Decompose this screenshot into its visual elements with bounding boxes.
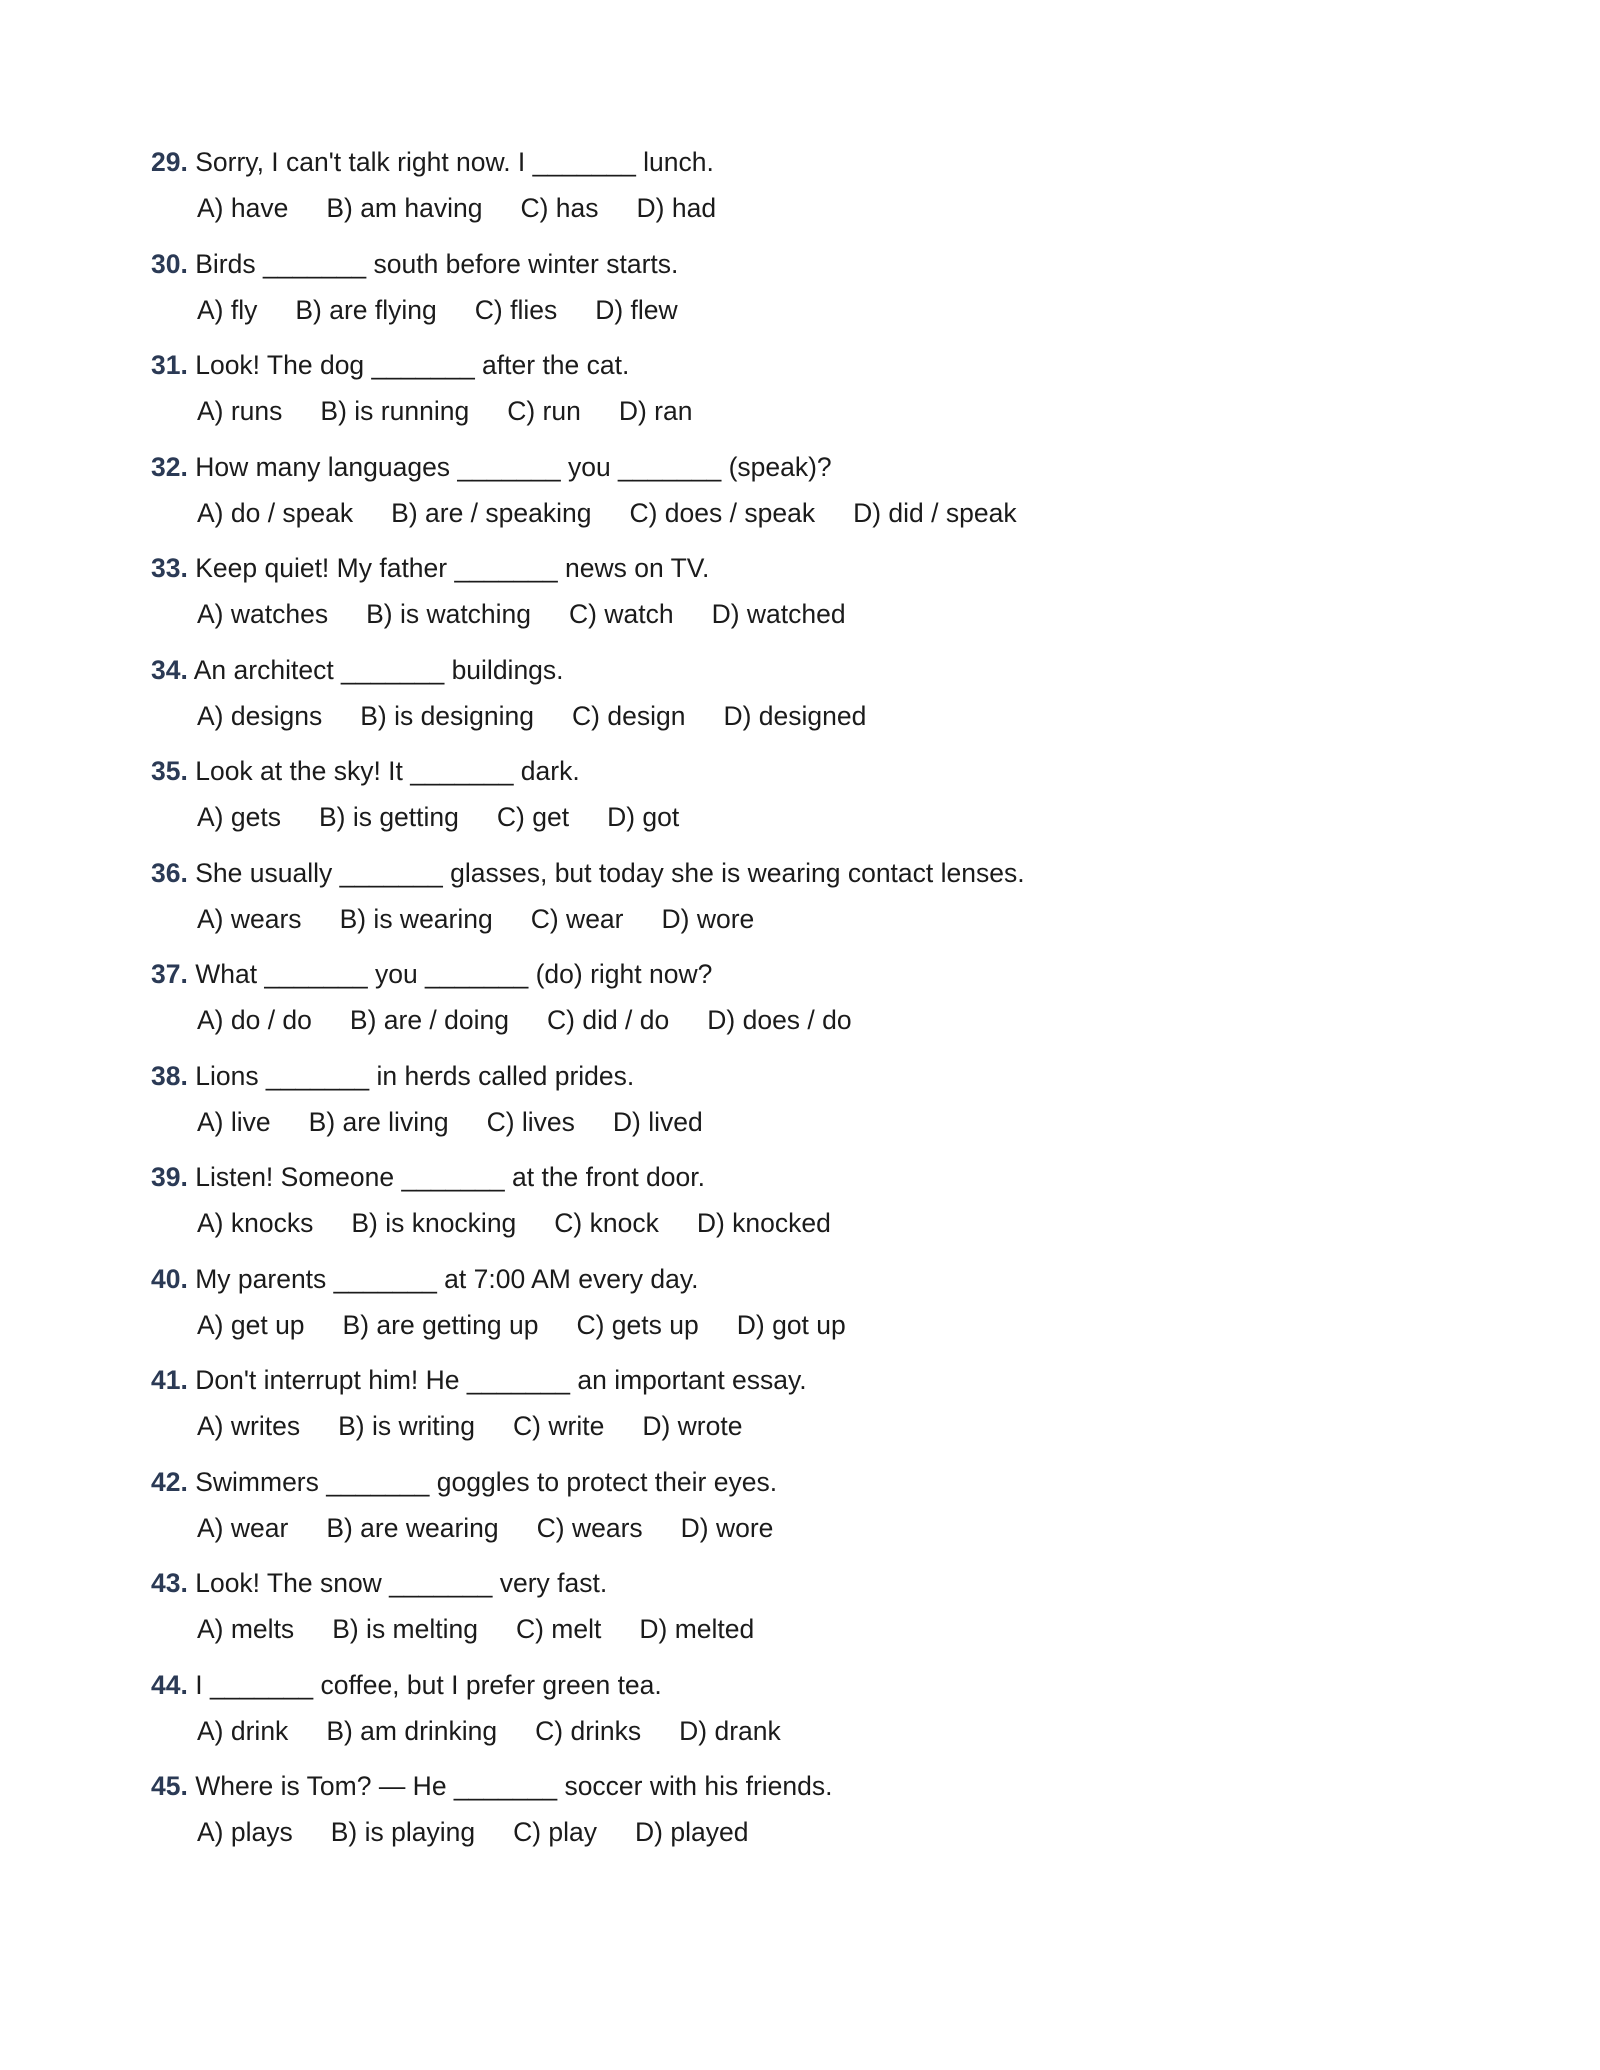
answer-option: A) runs <box>197 396 283 426</box>
question-item <box>151 753 1451 855</box>
answer-options <box>197 596 884 632</box>
question-line <box>151 1159 705 1195</box>
question-number: 33. <box>151 553 188 583</box>
question-text: Sorry, I can't talk right now. I _______ lunch. <box>195 147 714 177</box>
question-text: An architect _______ buildings. <box>193 654 564 685</box>
question-item <box>151 449 1451 551</box>
answer-option: B) are getting up <box>342 1309 539 1340</box>
answer-option: D) drank <box>679 1715 781 1746</box>
answer-option: D) wrote <box>642 1411 743 1441</box>
answer-options <box>197 1307 884 1343</box>
answer-option: A) drink <box>197 1715 289 1746</box>
answer-option: D) did / speak <box>853 497 1017 528</box>
answer-option: A) do / speak <box>197 497 354 528</box>
answer-options <box>197 292 716 328</box>
question-line <box>151 449 832 485</box>
question-item <box>151 1159 1451 1261</box>
answer-options <box>197 1002 890 1038</box>
answer-option: D) watched <box>711 599 846 629</box>
question-line <box>151 144 714 180</box>
question-item <box>151 1667 1451 1769</box>
answer-option: C) drinks <box>535 1715 642 1746</box>
answer-option: B) are flying <box>295 294 437 325</box>
question-text: I _______ coffee, but I prefer green tea. <box>195 1669 662 1700</box>
answer-options <box>197 1510 811 1546</box>
question-item <box>151 144 1451 246</box>
answer-option: D) got <box>607 802 680 832</box>
answer-option: A) gets <box>197 802 281 832</box>
answer-option: D) knocked <box>696 1208 831 1238</box>
question-text: How many languages _______ you _______ (speak)? <box>195 451 832 482</box>
answer-option: A) get up <box>197 1309 305 1340</box>
question-line <box>151 1058 634 1094</box>
question-line <box>151 1362 807 1398</box>
answer-option: C) did / do <box>547 1005 670 1035</box>
answer-option: B) are / doing <box>349 1005 509 1035</box>
answer-options <box>197 495 1055 531</box>
answer-option: D) played <box>635 1817 749 1847</box>
question-text: Look at the sky! It _______ dark. <box>195 756 580 786</box>
question-line <box>151 1464 777 1500</box>
answer-options <box>197 1408 780 1444</box>
answer-options <box>197 1205 869 1241</box>
answer-options <box>197 1104 741 1140</box>
question-text: Where is Tom? — He _______ soccer with his friends. <box>195 1771 833 1801</box>
question-line <box>151 1768 833 1804</box>
answer-option: D) lived <box>612 1106 703 1137</box>
answer-option: D) had <box>636 193 717 223</box>
answer-option: B) is melting <box>332 1614 478 1644</box>
question-text: Keep quiet! My father _______ news on TV. <box>195 553 710 583</box>
answer-option: A) have <box>197 193 289 223</box>
answer-option: C) knock <box>554 1208 659 1238</box>
answer-option: B) is playing <box>330 1817 476 1847</box>
question-line <box>151 550 709 586</box>
answer-option: C) play <box>513 1817 598 1847</box>
question-text: Look! The dog _______ after the cat. <box>195 350 630 380</box>
answer-option: B) are / speaking <box>391 497 592 528</box>
question-list <box>151 144 1451 1870</box>
answer-option: B) are wearing <box>326 1512 499 1543</box>
answer-option: B) am drinking <box>326 1715 498 1746</box>
question-item <box>151 347 1451 449</box>
question-item <box>151 956 1451 1058</box>
answer-option: A) fly <box>197 294 258 325</box>
answer-option: C) lives <box>486 1106 575 1137</box>
answer-option: A) live <box>197 1106 271 1137</box>
answer-option: A) designs <box>197 700 323 731</box>
question-line <box>151 956 712 992</box>
question-text: Look! The snow _______ very fast. <box>195 1568 608 1598</box>
answer-option: B) is knocking <box>351 1208 517 1238</box>
answer-option: D) wore <box>661 903 755 934</box>
answer-option: C) watch <box>569 599 674 629</box>
answer-option: B) is running <box>320 396 470 426</box>
question-number: 36. <box>151 857 188 888</box>
answer-option: C) wears <box>536 1512 643 1543</box>
answer-options <box>197 190 754 226</box>
answer-option: A) knocks <box>197 1208 314 1238</box>
answer-option: C) get <box>496 802 570 832</box>
answer-option: B) is getting <box>318 802 459 832</box>
question-text: Swimmers _______ goggles to protect their eyes. <box>195 1466 778 1497</box>
answer-option: D) does / do <box>707 1005 852 1035</box>
question-line <box>151 652 564 688</box>
answer-option: B) am having <box>326 193 483 223</box>
question-number: 41. <box>151 1365 188 1395</box>
question-line <box>151 855 1025 891</box>
question-number: 30. <box>151 248 188 279</box>
question-item <box>151 1565 1451 1667</box>
answer-option: B) is wearing <box>339 903 493 934</box>
answer-option: A) wear <box>197 1512 289 1543</box>
answer-option: C) melt <box>515 1614 602 1644</box>
question-number: 37. <box>151 959 188 989</box>
answer-option: C) write <box>513 1411 605 1441</box>
answer-options <box>197 799 717 835</box>
question-number: 38. <box>151 1060 188 1091</box>
question-number: 34. <box>151 654 188 685</box>
answer-options <box>197 393 730 429</box>
question-item <box>151 1058 1451 1160</box>
question-text: What _______ you _______ (do) right now? <box>195 959 713 989</box>
question-text: My parents _______ at 7:00 AM every day. <box>195 1263 699 1294</box>
answer-option: D) ran <box>618 396 693 426</box>
question-line <box>151 347 629 383</box>
answer-option: A) plays <box>197 1817 293 1847</box>
question-item <box>151 1464 1451 1566</box>
answer-option: A) melts <box>197 1614 295 1644</box>
question-text: She usually _______ glasses, but today she is wearing contact lenses. <box>195 857 1025 888</box>
question-text: Don't interrupt him! He _______ an important essay. <box>195 1365 807 1395</box>
question-number: 40. <box>151 1263 188 1294</box>
answer-option: C) wear <box>530 903 624 934</box>
question-line <box>151 1667 662 1703</box>
question-line <box>151 753 580 789</box>
answer-option: D) flew <box>595 294 678 325</box>
answer-option: B) is writing <box>338 1411 476 1441</box>
answer-option: B) is designing <box>360 700 535 731</box>
answer-option: C) design <box>572 700 686 731</box>
answer-option: C) flies <box>474 294 558 325</box>
answer-options <box>197 698 904 734</box>
answer-options <box>197 901 792 937</box>
question-item <box>151 652 1451 754</box>
question-item <box>151 246 1451 348</box>
question-number: 32. <box>151 451 188 482</box>
answer-option: D) wore <box>680 1512 774 1543</box>
answer-option: C) gets up <box>576 1309 699 1340</box>
answer-option: D) got up <box>736 1309 846 1340</box>
answer-option: A) do / do <box>197 1005 312 1035</box>
answer-option: B) are living <box>308 1106 449 1137</box>
answer-option: A) watches <box>197 599 329 629</box>
answer-options <box>197 1611 792 1647</box>
answer-options <box>197 1713 819 1749</box>
question-number: 29. <box>151 147 188 177</box>
answer-option: C) has <box>520 193 599 223</box>
question-item <box>151 550 1451 652</box>
answer-option: C) does / speak <box>629 497 816 528</box>
question-number: 44. <box>151 1669 188 1700</box>
answer-option: D) melted <box>639 1614 755 1644</box>
question-line <box>151 246 678 282</box>
question-text: Birds _______ south before winter starts. <box>195 248 679 279</box>
question-number: 45. <box>151 1771 188 1801</box>
answer-option: B) is watching <box>366 599 532 629</box>
question-text: Listen! Someone _______ at the front door. <box>195 1162 705 1192</box>
answer-options <box>197 1814 786 1850</box>
question-number: 42. <box>151 1466 188 1497</box>
answer-option: D) designed <box>723 700 867 731</box>
question-item <box>151 1261 1451 1363</box>
question-number: 43. <box>151 1568 188 1598</box>
question-number: 31. <box>151 350 188 380</box>
answer-option: A) wears <box>197 903 302 934</box>
answer-option: C) run <box>507 396 581 426</box>
question-number: 39. <box>151 1162 188 1192</box>
question-line <box>151 1565 607 1601</box>
answer-option: A) writes <box>197 1411 301 1441</box>
question-item <box>151 1362 1451 1464</box>
question-item <box>151 1768 1451 1870</box>
question-text: Lions _______ in herds called prides. <box>195 1060 635 1091</box>
question-number: 35. <box>151 756 188 786</box>
question-line <box>151 1261 699 1297</box>
question-item <box>151 855 1451 957</box>
